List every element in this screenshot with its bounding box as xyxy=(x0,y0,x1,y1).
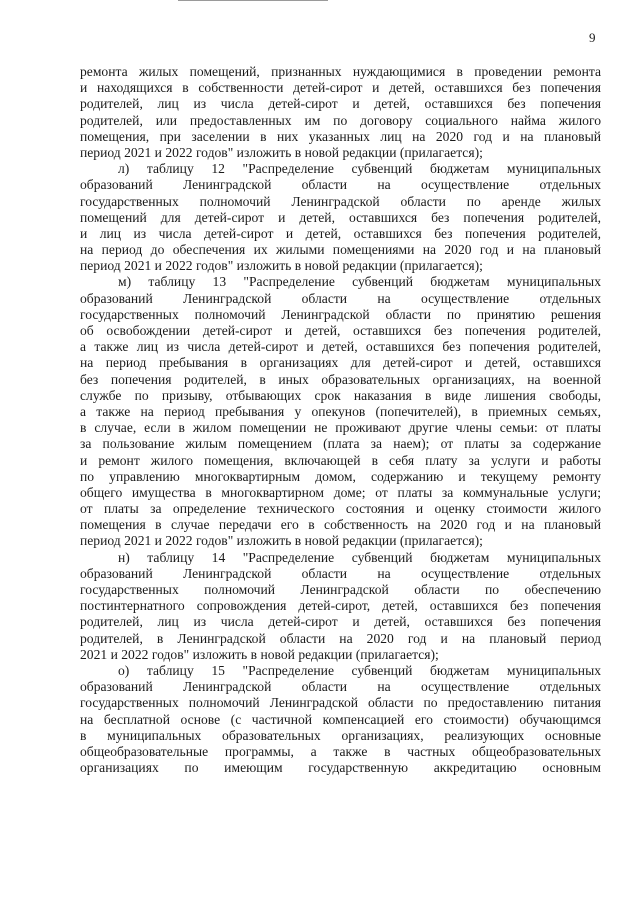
text-line: по управлению многоквартирным домом, содержанию и текущему ремонту xyxy=(80,468,601,484)
text-line: образований Ленинградской области на осуществление отдельных xyxy=(80,290,601,306)
text-line: и лиц из числа детей-сирот и детей, оставшихся без попечения родителей, xyxy=(80,225,601,241)
text-line: в муниципальных образовательных организациях, реализующих основные xyxy=(80,727,601,743)
text-line: без попечения родителей, в иных образовательных организациях, на военной xyxy=(80,371,601,387)
text-line: образований Ленинградской области на осуществление отдельных xyxy=(80,177,601,193)
top-rule xyxy=(178,0,328,1)
text-line: и ремонт жилого помещения, включающей в себя плату за услуги и работы xyxy=(80,452,601,468)
page-number: 9 xyxy=(589,30,596,45)
text-line: на период пребывания в организациях для детей-сирот и детей, оставшихся xyxy=(80,355,601,371)
text-line: родителей, в Ленинградской области на 2020 год и на плановый период xyxy=(80,630,601,646)
text-line: организациях по имеющим государственную аккредитацию основным xyxy=(80,760,601,776)
text-line: период 2021 и 2022 годов" изложить в новой редакции (прилагается); xyxy=(80,258,483,274)
text-line: период 2021 и 2022 годов" изложить в новой редакции (прилагается); xyxy=(80,533,483,549)
text-line: помещений для детей-сирот и детей, оставшихся без попечения родителей, xyxy=(80,209,601,225)
text-line: ремонта жилых помещений, признанных нуждающимися в проведении ремонта xyxy=(80,64,601,79)
text-line: государственных полномочий Ленинградской области по предоставлению питания xyxy=(80,695,601,711)
text-line: постинтернатного сопровождения детей-сирот, детей, оставшихся без попечения xyxy=(80,598,601,614)
text-line: н) таблицу 14 "Распределение субвенций бюджетам муниципальных xyxy=(118,549,601,565)
text-line: за пользование жилым помещением (плата за наем); от платы за содержание xyxy=(80,436,601,452)
text-line: службе по призыву, отбывающих срок наказания в виде лишения свободы, xyxy=(80,387,601,403)
text-line: м) таблицу 13 "Распределение субвенций бюджетам муниципальных xyxy=(118,274,601,290)
text-line: в случае, если в жилом помещении не проживают другие члены семьи: от платы xyxy=(80,420,601,436)
text-line: помещения в случае передачи его в собственность на 2020 год и на плановый xyxy=(80,517,601,533)
text-line: о) таблицу 15 "Распределение субвенций бюджетам муниципальных xyxy=(118,662,601,678)
text-line: и находящихся в собственности детей-сирот и детей, оставшихся без попечения xyxy=(80,80,601,96)
text-line: родителей, лиц из числа детей-сирот и детей, оставшихся без попечения xyxy=(80,96,601,112)
text-line: 2021 и 2022 годов" изложить в новой редакции (прилагается); xyxy=(80,646,439,662)
text-line: образований Ленинградской области на осуществление отдельных xyxy=(80,565,601,581)
text-line: период 2021 и 2022 годов" изложить в новой редакции (прилагается); xyxy=(80,144,483,160)
text-line: л) таблицу 12 "Распределение субвенций бюджетам муниципальных xyxy=(118,161,601,177)
text-line: образований Ленинградской области на осуществление отдельных xyxy=(80,679,601,695)
text-line: родителей, или предоставленных им по договору социального найма жилого xyxy=(80,112,601,128)
text-line: общеобразовательные программы, а также в частных общеобразовательных xyxy=(80,743,601,759)
text-line: государственных полномочий Ленинградской области по обеспечению xyxy=(80,582,601,597)
text-line: от платы за определение технического состояния и оценку стоимости жилого xyxy=(80,501,601,517)
text-line: на период до обеспечения их жилыми помещениями на 2020 год и на плановый xyxy=(80,242,601,258)
text-line: а также лиц из числа детей-сирот и детей, оставшихся без попечения родителей, xyxy=(80,339,601,355)
text-line: а также на период пребывания у опекунов (попечителей), в приемных семьях, xyxy=(80,403,601,419)
text-line: об освобождении детей-сирот и детей, оставшихся без попечения родителей, xyxy=(80,323,601,338)
text-line: на бесплатной основе (с частичной компенсацией его стоимости) обучающимся xyxy=(80,711,601,727)
text-line: родителей, лиц из числа детей-сирот и детей, оставшихся без попечения xyxy=(80,614,601,630)
text-line: помещения, при заселении в них указанных лиц на 2020 год и на плановый xyxy=(80,128,601,144)
text-line: государственных полномочий Ленинградской области по принятию решения xyxy=(80,306,601,322)
body-text xyxy=(80,64,601,776)
text-line: общего имущества в многоквартирном доме; от платы за коммунальные услуги; xyxy=(80,484,601,500)
text-line: государственных полномочий Ленинградской области по аренде жилых xyxy=(80,193,601,209)
